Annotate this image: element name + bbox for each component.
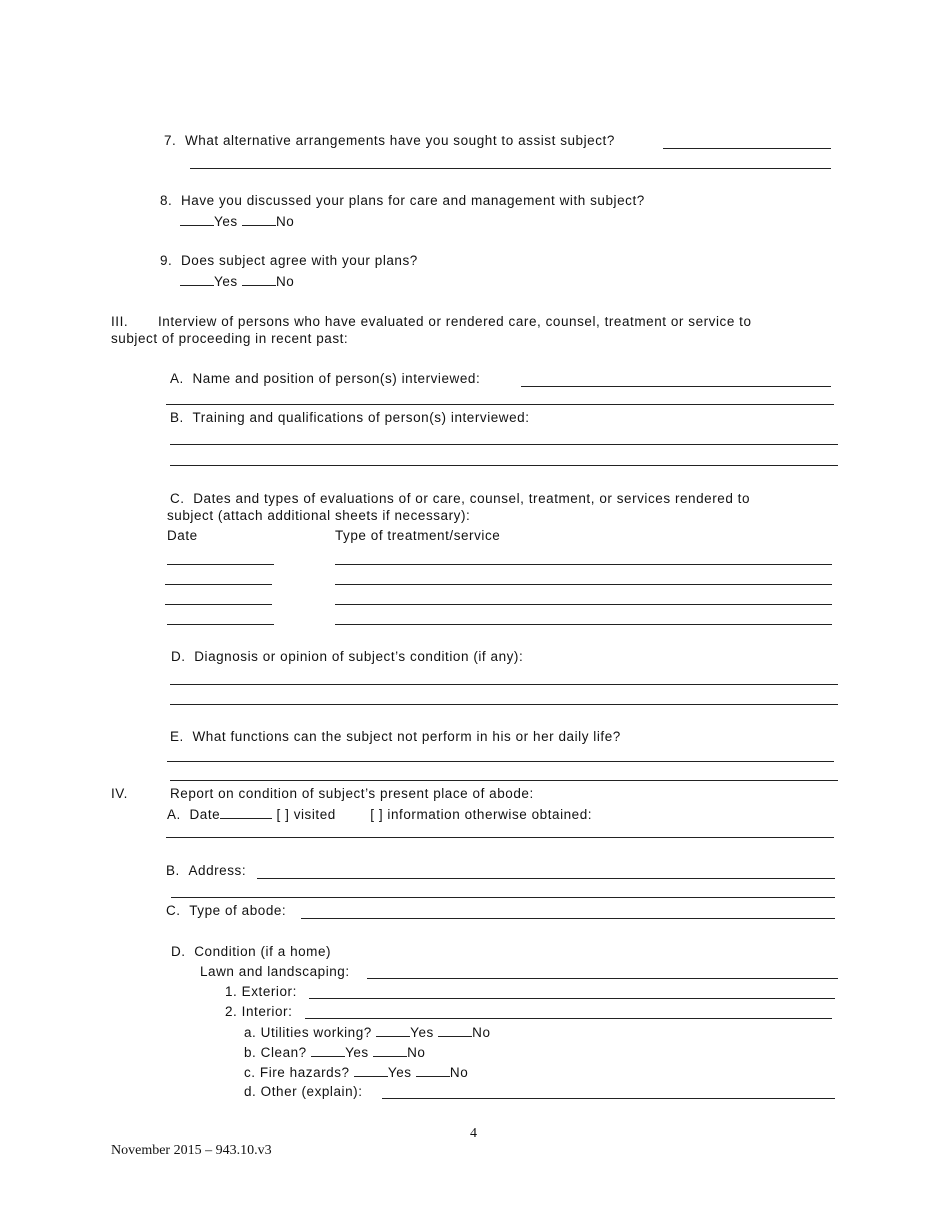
item-iii-e: E. What functions can the subject not perform in his or her daily life? <box>170 729 621 744</box>
iii-a-line-2[interactable] <box>166 404 834 405</box>
type-line[interactable] <box>335 604 832 605</box>
q9-yes-blank[interactable] <box>180 272 214 286</box>
form-revision: November 2015 – 943.10.v3 <box>111 1143 272 1158</box>
date-line[interactable] <box>165 584 272 585</box>
q7-answer-line-2[interactable] <box>190 168 831 169</box>
interior-label: 2. Interior: <box>225 1004 293 1019</box>
utilities-yes-blank[interactable] <box>376 1023 410 1037</box>
section-iii-number: III. <box>111 314 129 329</box>
column-header-type: Type of treatment/service <box>335 528 501 543</box>
q9-yes-no: Yes No <box>180 272 294 291</box>
section-iii-heading-2: subject of proceeding in recent past: <box>111 331 349 346</box>
q8-no-blank[interactable] <box>242 212 276 226</box>
item-iv-a: A. Date [ ] visited [ ] information otherwise obtained: <box>167 807 593 822</box>
lawn-label: Lawn and landscaping: <box>200 964 350 979</box>
item-iv-b: B. Address: <box>166 863 247 878</box>
q8-yes-blank[interactable] <box>180 212 214 226</box>
fire-yes-blank[interactable] <box>354 1063 388 1077</box>
visited-checkbox[interactable]: [ ] visited <box>276 807 336 822</box>
page-number: 4 <box>470 1126 477 1141</box>
type-line[interactable] <box>335 564 832 565</box>
question-7 <box>164 132 615 150</box>
address-line-2[interactable] <box>171 897 835 898</box>
type-line[interactable] <box>335 624 832 625</box>
section-iii-heading-1: Interview of persons who have evaluated or rendered care, counsel, treatment or service to <box>158 314 752 329</box>
q8-yes-no: Yes No <box>180 212 294 231</box>
clean-row: b. Clean? Yes No <box>244 1045 426 1060</box>
item-iii-b: B. Training and qualifications of person(s) interviewed: <box>170 410 530 425</box>
item-iv-c: C. Type of abode: <box>166 903 287 918</box>
iii-e-line-1[interactable] <box>167 761 834 762</box>
exterior-label: 1. Exterior: <box>225 984 297 999</box>
address-line-1[interactable] <box>257 878 835 879</box>
question-9: 9. Does subject agree with your plans? <box>160 253 418 268</box>
iii-d-line-2[interactable] <box>170 704 838 705</box>
iii-a-line-1[interactable] <box>521 386 831 387</box>
q7-answer-line-1[interactable] <box>663 148 831 149</box>
iii-e-line-2[interactable] <box>170 780 838 781</box>
q9-no-blank[interactable] <box>242 272 276 286</box>
utilities-row: a. Utilities working? Yes No <box>244 1025 491 1040</box>
date-line[interactable] <box>165 604 272 605</box>
clean-no-blank[interactable] <box>373 1043 407 1057</box>
question-8: 8. Have you discussed your plans for care and management with subject? <box>160 193 645 208</box>
section-iv-number: IV. <box>111 786 128 801</box>
item-iii-c: C. Dates and types of evaluations of or care, counsel, treatment, or services rendered to <box>170 491 751 506</box>
question-number: 7. <box>164 133 177 148</box>
visit-date-blank[interactable] <box>220 805 272 819</box>
abode-type-line[interactable] <box>301 918 835 919</box>
iv-a-line[interactable] <box>166 837 834 838</box>
date-line[interactable] <box>167 624 274 625</box>
column-header-date: Date <box>167 528 198 543</box>
item-iii-d: D. Diagnosis or opinion of subject’s condition (if any): <box>171 649 524 664</box>
iii-b-line-1[interactable] <box>170 444 838 445</box>
lawn-line[interactable] <box>367 978 838 979</box>
date-line[interactable] <box>167 564 274 565</box>
iii-d-line-1[interactable] <box>170 684 838 685</box>
type-line[interactable] <box>335 584 832 585</box>
item-iii-c-line-2: subject (attach additional sheets if necessary): <box>167 508 471 523</box>
item-iv-d: D. Condition (if a home) <box>171 944 332 959</box>
question-text: What alternative arrangements have you sought to assist subject? <box>184 133 615 148</box>
iii-b-line-2[interactable] <box>170 465 838 466</box>
item-iii-a: A. Name and position of person(s) interviewed: <box>170 371 481 386</box>
exterior-line[interactable] <box>309 998 835 999</box>
utilities-no-blank[interactable] <box>438 1023 472 1037</box>
clean-yes-blank[interactable] <box>311 1043 345 1057</box>
interior-line[interactable] <box>305 1018 832 1019</box>
otherwise-obtained-checkbox[interactable]: [ ] information otherwise obtained: <box>370 807 593 822</box>
section-iv-heading: Report on condition of subject’s present place of abode: <box>170 786 534 801</box>
other-explain-label: d. Other (explain): <box>244 1084 363 1099</box>
fire-no-blank[interactable] <box>416 1063 450 1077</box>
fire-hazards-row: c. Fire hazards? Yes No <box>244 1065 469 1080</box>
other-explain-line[interactable] <box>382 1098 835 1099</box>
